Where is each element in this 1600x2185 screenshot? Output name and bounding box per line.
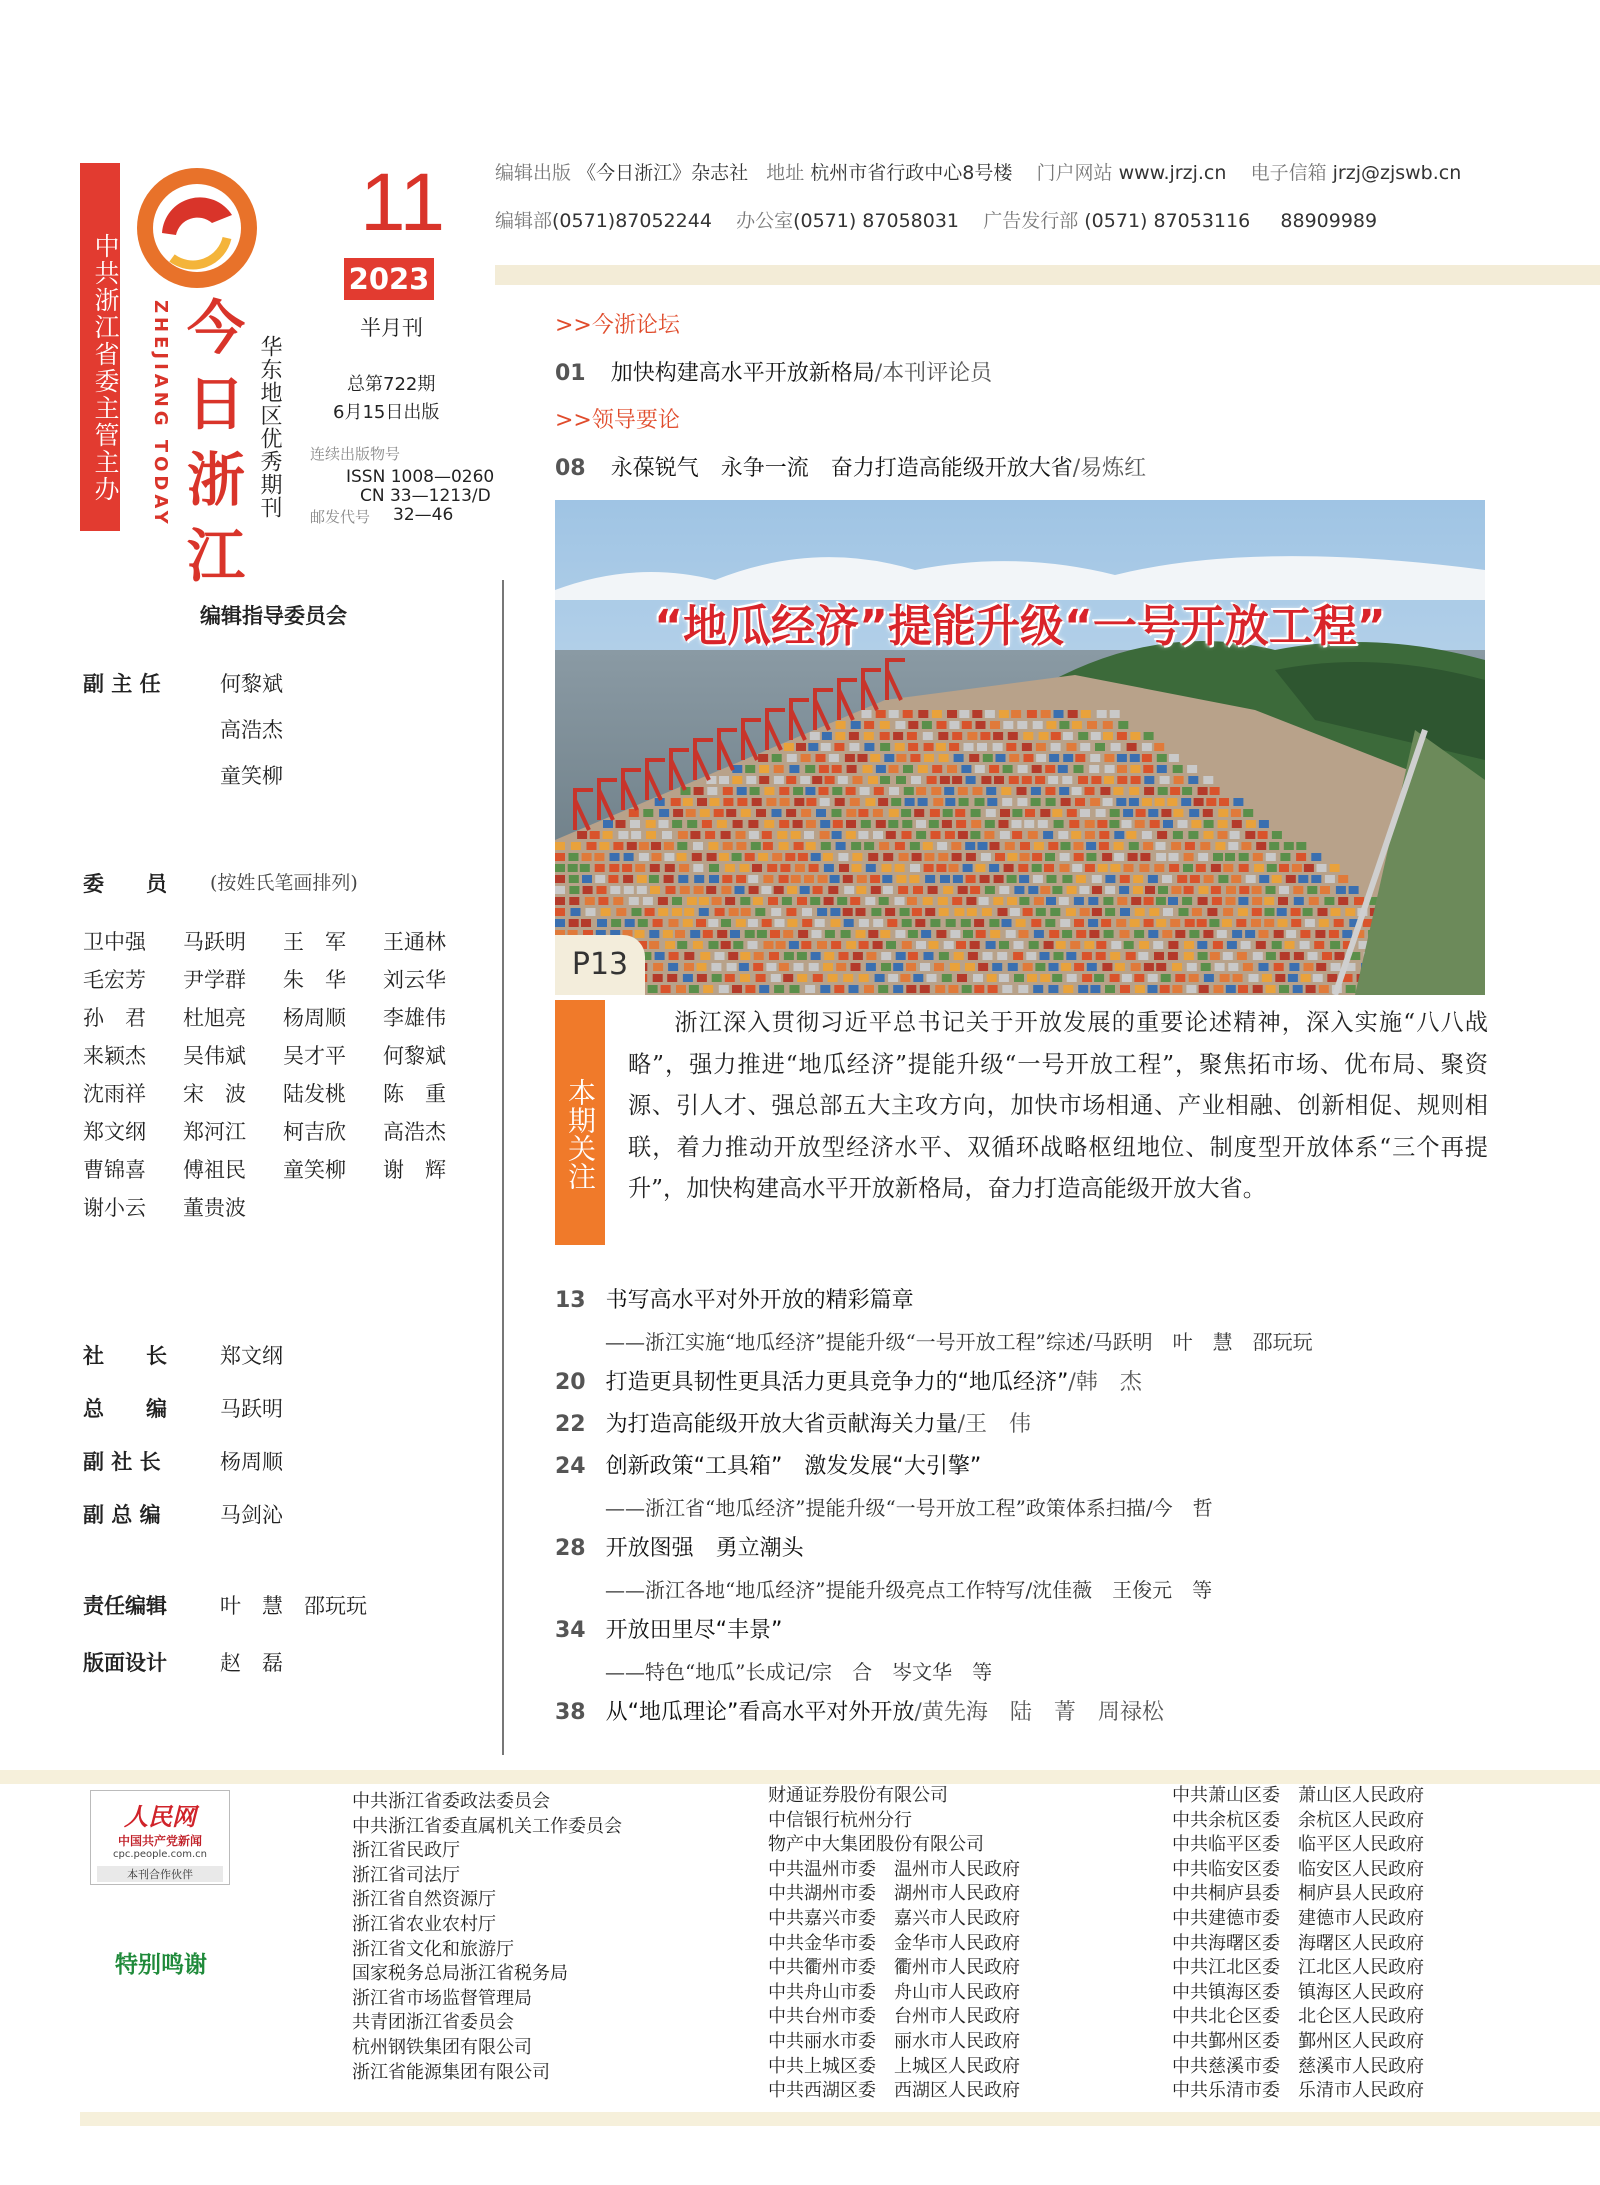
member-name: 吴伟斌: [183, 1044, 246, 1068]
website-link[interactable]: www.jrzj.cn: [1118, 162, 1227, 184]
header-contact-line-2: [495, 206, 1377, 233]
sponsor-entry: 中共慈溪市委 慈溪市人民政府: [1172, 2055, 1424, 2077]
sponsor-entry: 共青团浙江省委员会: [352, 2012, 514, 2034]
member-name: 朱 华: [283, 968, 346, 992]
member-name: 董贵波: [183, 1196, 246, 1220]
edit-dept-phone: (0571)87052244: [552, 210, 712, 232]
toc-author: /王 伟: [957, 1412, 1032, 1437]
member-name: 刘云华: [383, 968, 446, 992]
total-issue: 总第722期: [347, 374, 436, 395]
sponsor-entry: 中共舟山市委 舟山市人民政府: [768, 1981, 1020, 2003]
publisher-label: 编辑出版: [495, 162, 572, 184]
vice-director-label: 副 主 任: [83, 672, 161, 696]
sponsor-entry: 浙江省能源集团有限公司: [352, 2061, 550, 2083]
focus-label: 本期关注: [555, 1000, 605, 1245]
toc-page-number: 24: [555, 1454, 586, 1479]
footer-band: [80, 2112, 1600, 2126]
sponsor-entry: 浙江省文化和旅游厅: [352, 1938, 514, 1960]
toc-page-number: 13: [555, 1288, 586, 1313]
member-name: 谢 辉: [383, 1158, 446, 1182]
ad-dept-phone: (0571) 87053116: [1084, 210, 1251, 232]
sponsor-entry: 浙江省市场监督管理局: [352, 1987, 532, 2009]
staff-name: 叶 慧 邵玩玩: [220, 1594, 367, 1618]
logo-char: 浙: [186, 446, 245, 514]
sponsor-entry: 中共台州市委 台州市人民政府: [768, 2006, 1020, 2028]
edit-dept-label: 编辑部: [495, 210, 553, 232]
member-name: 郑文纲: [83, 1120, 146, 1144]
sponsor-entry: 中共北仑区委 北仑区人民政府: [1172, 2006, 1424, 2028]
sponsor-entry: 中共余杭区委 余杭区人民政府: [1172, 1809, 1424, 1831]
pd-partner: 本刊合作伙伴: [97, 1866, 223, 1882]
logo-char: 日: [186, 370, 245, 438]
serial-label: 连续出版物号: [310, 445, 401, 463]
toc-subtitle: ——浙江实施“地瓜经济”提能升级“一号开放工程”综述/马跃明 叶 慧 邵玩玩: [605, 1330, 1313, 1354]
toc-title: 开放图强 勇立潮头: [605, 1536, 804, 1561]
toc-page-number: 20: [555, 1370, 586, 1395]
sponsor-entry: 中共湖州市委 湖州市人民政府: [768, 1883, 1020, 1905]
pd-logo-text: 人民网: [124, 1802, 196, 1831]
member-name: 沈雨祥: [83, 1082, 146, 1106]
logo-char: 江: [186, 522, 245, 590]
column-divider: [502, 580, 504, 1755]
office-label: 办公室: [736, 210, 794, 232]
sponsor-column: [1172, 1784, 1424, 2104]
toc-subtitle: ——浙江省“地瓜经济”提能升级“一号开放工程”政策体系扫描/今 哲: [605, 1496, 1213, 1520]
sponsor-column: [352, 1790, 622, 2085]
member-name: 杜旭亮: [183, 1006, 246, 1030]
website-label: 门户网站: [1036, 162, 1113, 184]
sponsor-entry: 浙江省民政厅: [352, 1840, 460, 1862]
member-name: 卫中强: [83, 930, 146, 954]
sponsor-entry: 中共上城区委 上城区人民政府: [768, 2055, 1020, 2077]
staff-role: 版面设计: [83, 1651, 167, 1675]
member-name: 谢小云: [83, 1196, 146, 1220]
sponsor-entry: 浙江省自然资源厅: [352, 1889, 496, 1911]
sponsor-entry: 杭州钢铁集团有限公司: [352, 2036, 532, 2058]
sponsor-entry: 中共衢州市委 衢州市人民政府: [768, 1957, 1020, 1979]
staff-role: 总 编: [83, 1397, 167, 1421]
sponsor-entry: 中共萧山区委 萧山区人民政府: [1172, 1785, 1424, 1806]
toc-page-number: 38: [555, 1700, 586, 1725]
vice-director-name: 高浩杰: [220, 718, 283, 742]
member-name: 王 军: [283, 930, 346, 954]
member-name: 毛宏芳: [83, 968, 146, 992]
staff-role: 副 社 长: [83, 1450, 161, 1474]
toc-page-number: 01: [555, 361, 586, 386]
publish-date: 6月15日出版: [333, 402, 440, 423]
board-title: 编辑指导委员会: [200, 604, 347, 628]
postal-label: 邮发代号: [310, 508, 371, 526]
staff-role: 社 长: [83, 1344, 167, 1368]
toc-item[interactable]: [555, 1613, 992, 1685]
toc-title: 从“地瓜理论”看高水平对外开放: [605, 1700, 915, 1725]
staff-name: 马剑沁: [220, 1503, 283, 1527]
sponsor-vertical-banner: 中共浙江省委主管主办: [80, 163, 120, 531]
vice-director-name: 童笑柳: [220, 764, 283, 788]
toc-subtitle: ——特色“地瓜”长成记/宗 合 岑文华 等: [605, 1660, 993, 1684]
member-name: 王通林: [383, 930, 446, 954]
toc-page-number: 08: [555, 456, 586, 481]
publisher: 《今日浙江》杂志社: [577, 162, 749, 184]
issue-number: 11: [360, 157, 446, 248]
member-name: 李雄伟: [383, 1006, 446, 1030]
toc-item[interactable]: [555, 451, 1146, 482]
special-thanks: 特别鸣谢: [115, 1951, 207, 1978]
sponsor-entry: 中共乐清市委 乐清市人民政府: [1172, 2080, 1424, 2102]
issn: ISSN 1008—0260: [346, 467, 495, 487]
header-contact-line-1: [495, 158, 1461, 185]
email-link[interactable]: jrzj@zjswb.cn: [1332, 162, 1462, 184]
sponsor-entry: 中共金华市委 金华市人民政府: [768, 1932, 1020, 1954]
member-name: 柯吉欣: [283, 1120, 346, 1144]
toc-title: 开放田里尽“丰景”: [605, 1618, 783, 1643]
section-label: >>领导要论: [555, 408, 680, 433]
ad-dept-label: 广告发行部: [983, 210, 1079, 232]
sponsor-entry: 中共桐庐县委 桐庐县人民政府: [1172, 1883, 1424, 1905]
postal-code: 32—46: [393, 505, 454, 525]
feature-headline: “地瓜经济”提能升级“一号开放工程”: [654, 601, 1386, 652]
member-name: 杨周顺: [283, 1006, 346, 1030]
ad-dept-phone-2: 88909989: [1280, 210, 1378, 232]
toc-title: 加快构建高水平开放新格局: [610, 361, 875, 386]
member-name: 马跃明: [183, 930, 246, 954]
section-label: >>今浙论坛: [555, 313, 680, 338]
header-rule: [495, 265, 1600, 285]
cn-number: CN 33—1213/D: [360, 486, 491, 506]
sponsor-entry: 浙江省农业农村厅: [352, 1913, 496, 1935]
logo-title: [180, 290, 252, 594]
sponsor-entry: 中信银行杭州分行: [768, 1809, 912, 1831]
toc-title: 书写高水平对外开放的精彩篇章: [605, 1288, 914, 1313]
logo-pinyin: ZHEJIANG TODAY: [150, 300, 171, 528]
logo-emblem-icon: [132, 163, 262, 293]
member-name: 傅祖民: [183, 1158, 246, 1182]
address: 杭州市省行政中心8号楼: [810, 162, 1013, 184]
people-daily-logo: [90, 1790, 230, 1885]
member-name: 吴才平: [283, 1044, 346, 1068]
staff-role: 副 总 编: [83, 1503, 161, 1527]
staff-role: 责任编辑: [83, 1594, 167, 1618]
sponsor-entry: 国家税务总局浙江省税务局: [352, 1963, 568, 1985]
toc-item[interactable]: [555, 1283, 1313, 1355]
member-name: 童笑柳: [283, 1158, 346, 1182]
toc-item[interactable]: [555, 1695, 1164, 1726]
sponsor-entry: 财通证券股份有限公司: [768, 1785, 948, 1806]
member-name: 陈 重: [383, 1082, 446, 1106]
sponsor-entry: 物产中大集团股份有限公司: [768, 1834, 984, 1856]
toc-item[interactable]: [555, 1449, 1213, 1521]
member-name: 来颖杰: [83, 1044, 146, 1068]
feature-page-tag: P13: [555, 935, 645, 995]
vice-director-name: 何黎斌: [220, 672, 283, 696]
sponsor-entry: 浙江省司法厅: [352, 1864, 460, 1886]
office-phone: (0571) 87058031: [793, 210, 960, 232]
toc-title: 创新政策“工具箱” 激发发展“大引擎”: [605, 1454, 982, 1479]
staff-name: 郑文纲: [220, 1344, 283, 1368]
sponsor-entry: 中共镇海区委 镇海区人民政府: [1172, 1981, 1424, 2003]
sponsor-entry: 中共江北区委 江北区人民政府: [1172, 1957, 1424, 1979]
toc-title: 为打造高能级开放大省贡献海关力量: [605, 1412, 958, 1437]
members-label: 委 员: [83, 872, 167, 896]
member-name: 宋 波: [183, 1082, 246, 1106]
sponsor-entry: 中共临安区委 临安区人民政府: [1172, 1858, 1424, 1880]
member-name: 曹锦喜: [83, 1158, 146, 1182]
sponsor-entry: 中共海曙区委 海曙区人民政府: [1172, 1932, 1424, 1954]
toc-item[interactable]: [555, 1407, 1031, 1438]
toc-title: 打造更具韧性更具活力更具竞争力的“地瓜经济”: [605, 1370, 1069, 1395]
toc-page-number: 34: [555, 1618, 586, 1643]
footer-band: [0, 1770, 1600, 1784]
focus-paragraph: 浙江深入贯彻习近平总书记关于开放发展的重要论述精神，深入实施“八八战略”，强力推进“地瓜经济”提能升级“一号开放工程”，聚焦拓市场、优布局、聚资源、引人才、强总部五大主攻方向，加快市场相通、产业相融、创新相促、规则相联，着力推动开放型经济水平、双循环战略枢纽地位、制度型开放体系“三个再提升”，加快构建高水平开放新格局，奋力打造高能级开放大省。: [628, 1009, 1488, 1202]
sponsor-entry: 中共温州市委 温州市人民政府: [768, 1858, 1020, 1880]
toc-item[interactable]: [555, 356, 992, 387]
sponsor-entry: 中共嘉兴市委 嘉兴市人民政府: [768, 1907, 1020, 1929]
toc-item[interactable]: [555, 1365, 1142, 1396]
toc-title: 永葆锐气 永争一流 奋力打造高能级开放大省: [610, 456, 1073, 481]
pd-url: cpc.people.com.cn: [113, 1849, 207, 1860]
member-name: 郑河江: [183, 1120, 246, 1144]
staff-name: 马跃明: [220, 1397, 283, 1421]
toc-author: /易炼红: [1072, 456, 1147, 481]
address-label: 地址: [766, 162, 805, 184]
sponsor-entry: 中共浙江省委政法委员会: [352, 1791, 550, 1812]
member-grid: [83, 928, 483, 1222]
award-label: 华东地区优秀期刊: [257, 335, 282, 519]
staff-name: 赵 磊: [220, 1651, 283, 1675]
member-name: 何黎斌: [383, 1044, 446, 1068]
frequency: 半月刊: [360, 316, 423, 340]
toc-page-number: 28: [555, 1536, 586, 1561]
sponsor-entry: 中共丽水市委 丽水市人民政府: [768, 2030, 1020, 2052]
email-label: 电子信箱: [1250, 162, 1327, 184]
toc-author: /黄先海 陆 菁 周禄松: [914, 1700, 1164, 1725]
member-name: 陆发桃: [283, 1082, 346, 1106]
toc-item[interactable]: [555, 1531, 1212, 1603]
logo-char: 今: [186, 294, 245, 362]
staff-name: 杨周顺: [220, 1450, 283, 1474]
sponsor-entry: 中共浙江省委直属机关工作委员会: [352, 1815, 622, 1837]
member-name: 尹学群: [183, 968, 246, 992]
port-aerial-image: [555, 500, 1485, 995]
toc-author: /韩 杰: [1068, 1370, 1142, 1395]
toc-author: /本刊评论员: [874, 361, 993, 386]
member-name: 高浩杰: [383, 1120, 446, 1144]
toc-page-number: 22: [555, 1412, 586, 1437]
toc-subtitle: ——浙江各地“地瓜经济”提能升级亮点工作特写/沈佳薇 王俊元 等: [605, 1578, 1213, 1602]
sponsor-entry: 中共西湖区委 西湖区人民政府: [768, 2080, 1020, 2102]
sponsor-entry: 中共临平区委 临平区人民政府: [1172, 1834, 1424, 1856]
members-note: (按姓氏笔画排列): [210, 872, 358, 894]
pd-line: 中国共产党新闻: [117, 1834, 202, 1848]
sponsor-entry: 中共鄞州区委 鄞州区人民政府: [1172, 2030, 1424, 2052]
issue-year: 2023: [344, 258, 434, 300]
sponsor-entry: 中共建德市委 建德市人民政府: [1172, 1907, 1424, 1929]
feature-photo[interactable]: [555, 500, 1485, 995]
member-name: 孙 君: [83, 1006, 146, 1030]
sponsor-column: [768, 1784, 1020, 2104]
